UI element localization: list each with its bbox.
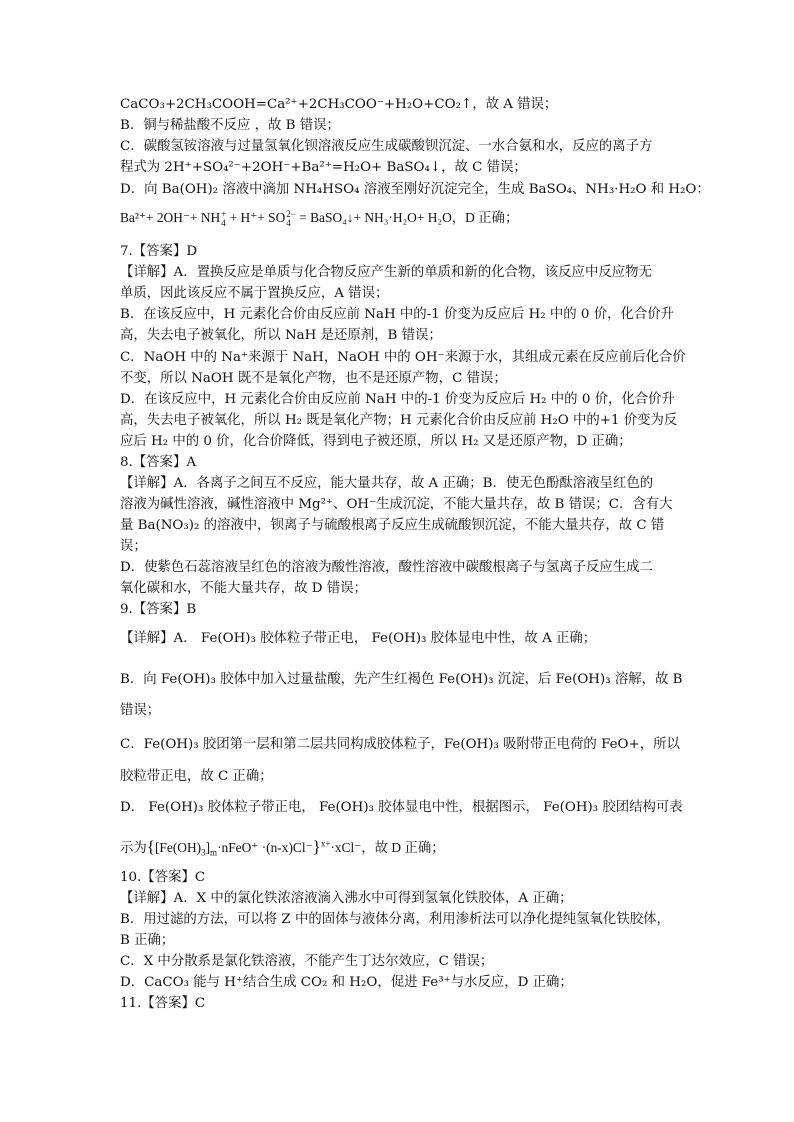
text-line: 【详解】A． Fe(OH)₃ 胶体粒子带正电， Fe(OH)₃ 胶体显电中性，故 A 正确； — [120, 631, 597, 646]
text-line: 胶粒带正电，故 C 正确； — [120, 769, 273, 784]
text-line: 程式为 2H⁺+SO₄²⁻+2OH⁻+Ba²⁺=H₂O+ BaSO₄↓，故 C 错误； — [120, 160, 527, 175]
text-line: B．铜与稀盐酸不反应 ，故 B 错误； — [120, 118, 340, 133]
text-line: 溶液为碱性溶液，碱性溶液中 Mg²⁺、OH⁻生成沉淀，不能大量共存，故 B 错误；C．含有大 — [120, 497, 673, 512]
text-line: 单质，因此该反应不属于置换反应，A 错误； — [120, 286, 389, 301]
text-line: 错误； — [120, 703, 161, 718]
colloid-structure-formula: 示为$\{[Fe(OH)_3]_m\cdot nFeO^+ \cdot(n-x)Cl^-\}^{x+}\cdot xCl^-$，故 D 正确； — [120, 837, 445, 858]
text-line: CaCO₃+2CH₃COOH=Ca²⁺+2CH₃COO⁻+H₂O+CO₂↑，故 A 错误； — [120, 97, 558, 112]
answer-heading: 7.【答案】D — [120, 244, 198, 259]
text-line: C．NaOH 中的 Na⁺来源于 NaH，NaOH 中的 OH⁻来源于水，其组成元素在反应前后化合价 — [120, 350, 686, 365]
text-line: D．使紫色石蕊溶液呈红色的溶液为酸性溶液，酸性溶液中碳酸根离子与氢离子反应生成二 — [120, 560, 653, 575]
answer-heading: 11.【答案】C — [120, 996, 206, 1011]
text-line: D．CaCO₃ 能与 H⁺结合生成 CO₂ 和 H₂O，促进 Fe³⁺与水反应，D 正确； — [120, 975, 573, 990]
text-line: 应后 H₂ 中的 0 价，化合价降低，得到电子被还原，所以 H₂ 又是还原产物，D 正确； — [120, 434, 632, 449]
ionic-equation: Ba²⁺+ 2OH⁻+ NH + 4 + H⁺+ SO 2− 4 = BaSO₄↓+ NH₃·H₂O+ H₂O，D 正确； — [120, 208, 519, 228]
text-line: C．Fe(OH)₃ 胶团第一层和第二层共同构成胶体粒子，Fe(OH)₃ 吸附带正电荷的 FeO+，所以 — [120, 737, 680, 752]
text-line: B．向 Fe(OH)₃ 胶体中加入过量盐酸，先产生红褐色 Fe(OH)₃ 沉淀，后 Fe(OH)₃ 溶解，故 B — [120, 672, 683, 687]
text-line: C．碳酸氢铵溶液与过量氢氧化钡溶液反应生成碳酸钡沉淀、一水合氨和水，反应的离子方 — [120, 139, 653, 154]
text-line: B 正确； — [120, 933, 175, 948]
text-line: 【详解】A．X 中的氯化铁浓溶液滴入沸水中可得到氢氧化铁胶体，A 正确； — [120, 891, 573, 906]
text-line: 氧化碳和水，不能大量共存，故 D 错误； — [120, 581, 367, 596]
text-line: B．用过滤的方法，可以将 Z 中的固体与液体分离，利用渗析法可以净化提纯氢氧化铁胶体， — [120, 912, 670, 927]
answer-heading: 8.【答案】A — [120, 455, 197, 470]
answer-heading: 9.【答案】B — [120, 602, 197, 617]
text-line: 误； — [120, 539, 147, 554]
text-line: B．在该反应中，H 元素化合价由反应前 NaH 中的-1 价变为反应后 H₂ 中的 0 价，化合价升 — [120, 307, 675, 322]
text-line: D． Fe(OH)₃ 胶体粒子带正电， Fe(OH)₃ 胶体显电中性，根据图示， Fe(OH)₃ 胶团结构可表 — [120, 800, 683, 815]
text-line: 【详解】A．各离子之间互不反应，能大量共存，故 A 正确；B．使无色酚酞溶液呈红色的 — [120, 476, 654, 491]
text-line: C．X 中分散系是氯化铁溶液，不能产生丁达尔效应，C 错误； — [120, 954, 494, 969]
text-line: 量 Ba(NO₃)₂ 的溶液中，钡离子与硫酸根离子反应生成硫酸钡沉淀，不能大量共存，故 C 错 — [120, 518, 665, 533]
text-line: 【详解】A．置换反应是单质与化合物反应产生新的单质和新的化合物，该反应中反应物无 — [120, 265, 652, 280]
text-line: 高，失去电子被氧化，所以 NaH 是还原剂，B 错误； — [120, 328, 442, 343]
text-line: D．在该反应中，H 元素化合价由反应前 NaH 中的-1 价变为反应后 H₂ 中的 0 价，化合价升 — [120, 392, 675, 407]
text-line: 不变，所以 NaOH 既不是氧化产物，也不是还原产物，C 错误； — [120, 371, 507, 386]
text-line: D．向 Ba(OH)₂ 溶液中滴加 NH₄HSO₄ 溶液至刚好沉淀完全，生成 BaSO₄、NH₃·H₂O 和 H₂O： — [120, 182, 710, 197]
answer-heading: 10.【答案】C — [120, 870, 206, 885]
text-line: 高，失去电子被氧化，所以 H₂ 既是氧化产物；H 元素化合价由反应前 H₂O 中的+1 价变为反 — [120, 413, 678, 428]
